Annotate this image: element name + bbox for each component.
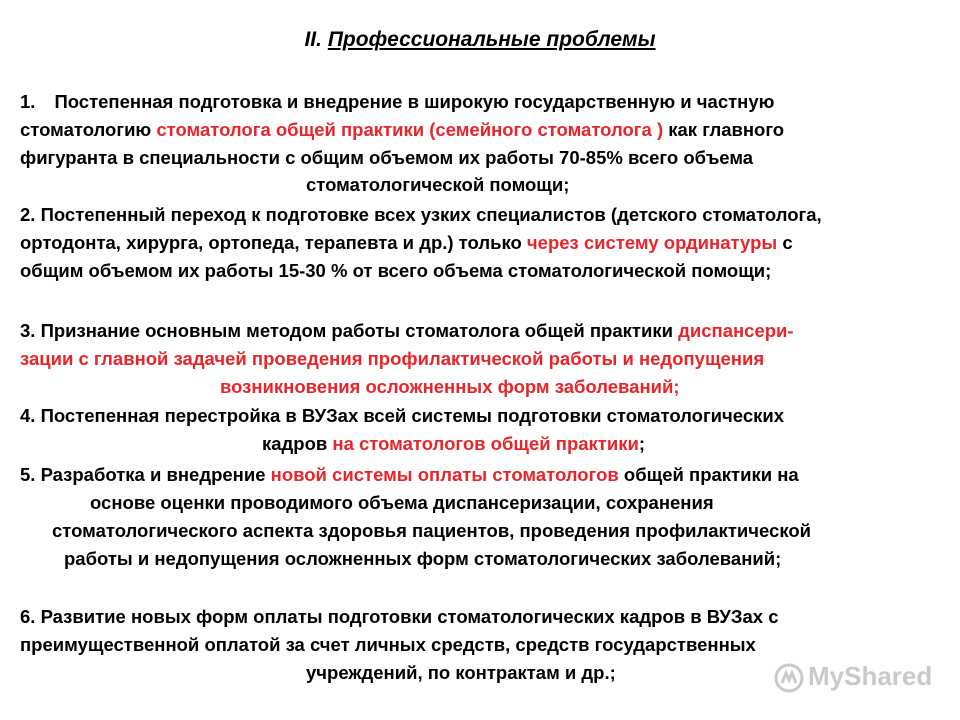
item3-line1-a: 3. Признание основным методом работы стоматолога общей практики <box>20 320 679 341</box>
item3-line3: возникновения осложненных форм заболеваний; <box>220 376 680 397</box>
item1-line2 <box>20 118 784 142</box>
item1-line2-b: как главного <box>663 119 785 140</box>
item2-line3: общим объемом их работы 15-30 % от всего объема стоматологической помощи; <box>20 260 772 281</box>
item1-number: 1. <box>20 91 36 112</box>
item2-line1: 2. Постепенный переход к подготовке всех узких специалистов (детского стоматолога, <box>20 204 822 225</box>
item2-highlight: через систему ординатуры <box>526 232 778 253</box>
item5-highlight: новой системы оплаты стоматологов <box>270 464 619 485</box>
item4-line2-a: кадров <box>262 433 333 454</box>
item3-line1 <box>20 319 794 343</box>
item6-line3: учреждений, по контрактам и др.; <box>306 662 616 683</box>
title-text: Профессиональные проблемы <box>327 28 656 51</box>
item5-line2: основе оценки проводимого объема диспансеризации, сохранения <box>90 492 714 513</box>
item6-line1: 6. Развитие новых форм оплаты подготовки стоматологических кадров в ВУЗах с <box>20 606 779 627</box>
item1-line3: фигуранта в специальности с общим объемом их работы 70-85% всего объема <box>20 147 754 168</box>
item1-highlight: стоматолога общей практики (семейного стоматолога ) <box>156 119 664 140</box>
item5-line1 <box>20 463 799 487</box>
item1-line2-a: стоматологию <box>20 119 157 140</box>
item6-line2: преимущественной оплатой за счет личных средств, средств государственных <box>20 634 756 655</box>
myshared-logo-icon <box>774 663 804 693</box>
item2-line2 <box>20 231 793 255</box>
watermark-text: MyShared <box>808 661 933 691</box>
item1-line4: стоматологической помощи; <box>306 174 570 195</box>
item5-line1-b: общей практики на <box>618 464 799 485</box>
item3-line2: зации с главной задачей проведения профилактической работы и недопущения <box>20 348 765 369</box>
item4-highlight: на стоматологов общей практики <box>332 433 639 454</box>
item4-line1: 4. Постепенная перестройка в ВУЗах всей системы подготовки стоматологических <box>20 405 785 426</box>
item5-line1-a: 5. Разработка и внедрение <box>20 464 271 485</box>
slide-title <box>0 28 960 52</box>
item5-line4: работы и недопущения осложненных форм стоматологических заболеваний; <box>64 548 782 569</box>
item4-line2-b: ; <box>638 433 646 454</box>
item3-highlight-1: диспансери- <box>678 320 794 341</box>
item5-line3: стоматологического аспекта здоровья пациентов, проведения профилактической <box>52 520 812 541</box>
item4-line2 <box>262 432 645 456</box>
title-numeral: II. <box>304 28 322 51</box>
item2-line2-b: с <box>777 232 793 253</box>
item2-line2-a: ортодонта, хирурга, ортопеда, терапевта и др.) только <box>20 232 527 253</box>
item1-line1 <box>20 90 774 114</box>
item1-text: Постепенная подготовка и внедрение в широкую государственную и частную <box>54 91 775 112</box>
myshared-watermark <box>774 657 954 697</box>
